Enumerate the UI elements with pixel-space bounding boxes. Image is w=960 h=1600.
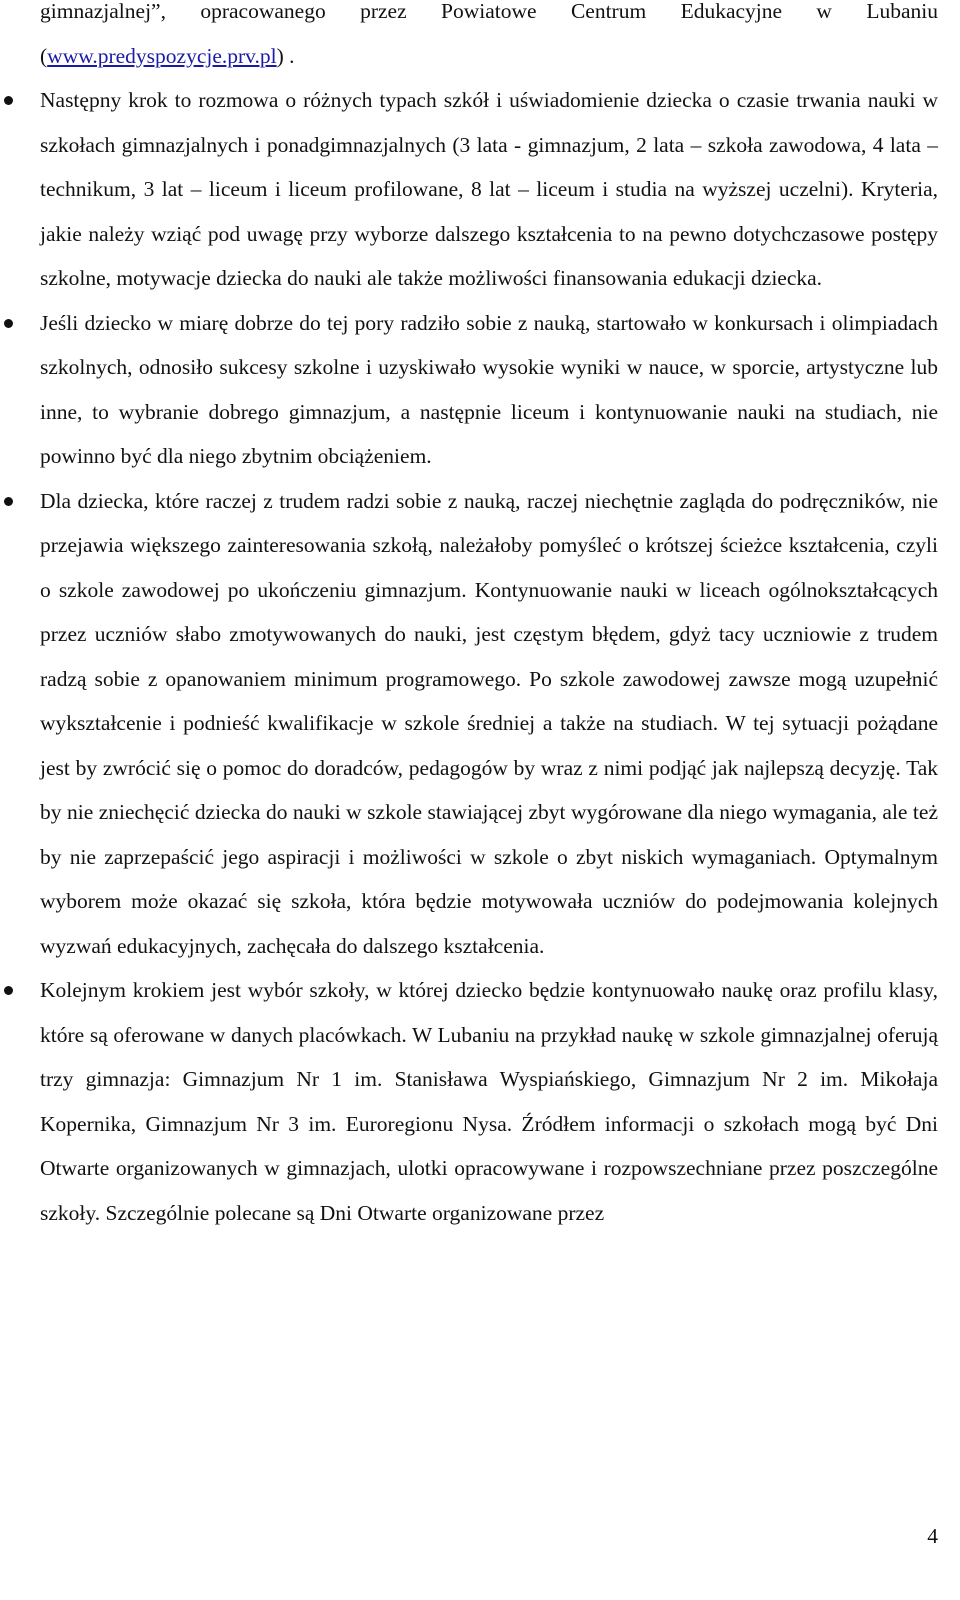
list-item-text: Jeśli dziecko w miarę dobrze do tej pory radziło sobie z nauką, startowało w konkursach i olimpiadach szkolnych, odnosiło sukcesy szkolne i uzyskiwało wysokie wyniki w nauce, w sporcie, artystyczne lub inne, to wybranie dobrego gimnazjum, a następnie liceum i kontynuowanie nauki na studiach, nie powinno być dla niego zbytnim obciążeniem. <box>40 310 938 468</box>
page-number: 4 <box>927 1524 938 1548</box>
bullet-icon <box>4 497 13 506</box>
list-item-text: Dla dziecka, które raczej z trudem radzi sobie z nauką, raczej niechętnie zagląda do podręczników, nie przejawia większego zainteresowania szkołą, należałoby pomyśleć o krótszej ścieżce kształcenia, czyli o szkole zawodowej po ukończeniu gimnazjum. Kontynuowanie nauki w liceach ogólnokształcących przez uczniów słabo zmotywowanych do nauki, jest częstym błędem, gdyż tacy uczniowie z trudem radzą sobie z opanowaniem minimum programowego. Po szkole zawodowej zawsze mogą uzupełnić wykształcenie i podnieść kwalifikacje w szkole średniej a także na studiach. W tej sytuacji pożądane jest by zwrócić się o pomoc do doradców, pedagogów by wraz z nimi podjąć jak najlepszą decyzję. Tak by nie zniechęcić dziecka do nauki w szkole stawiającej zbyt wygórowane dla niego wymagania, ale też by nie zaprzepaścić jego aspiracji i możliwości w szkole o zbyt niskich wymaganiach. Optymalnym wyborem może okazać się szkoła, która będzie motywowała uczniów do podejmowania kolejnych wyzwań edukacyjnych, zachęcała do dalszego kształcenia. <box>40 488 938 958</box>
bullet-icon <box>4 986 13 995</box>
list-item-text: Następny krok to rozmowa o różnych typach szkół i uświadomienie dziecka o czasie trwania nauki w szkołach gimnazjalnych i ponadgimnazjalnych (3 lata - gimnazjum, 2 lata – szkoła zawodowa, 4 lata – technikum, 3 lat – liceum i liceum profilowane, 8 lat – liceum i studia na wyższej uczelni). Kryteria, jakie należy wziąć pod uwagę przy wyborze dalszego kształcenia to na pewno dotychczasowe postępy szkolne, motywacje dziecka do nauki ale także możliwości finansowania edukacji dziecka. <box>40 88 938 290</box>
intro-text-before: gimnazjalnej”, opracowanego przez Powiatowe Centrum Edukacyjne w Lubaniu ( <box>40 0 938 68</box>
list-item-text: Kolejnym krokiem jest wybór szkoły, w której dziecko będzie kontynuowało naukę oraz profilu klasy, które są oferowane w danych placówkach. W Lubaniu na przykład naukę w szkole gimnazjalnej oferują trzy gimnazja: Gimnazjum Nr 1 im. Stanisława Wyspiańskiego, Gimnazjum Nr 2 im. Mikołaja Kopernika, Gimnazjum Nr 3 im. Euroregionu Nysa. Źródłem informacji o szkołach mogą być Dni Otwarte organizowanych w gimnazjach, ulotki opracowywane i rozpowszechniane przez poszczególne szkoły. Szczególnie polecane są Dni Otwarte organizowane przez <box>40 978 938 1225</box>
bullet-list <box>40 78 938 1235</box>
list-item <box>40 968 938 1235</box>
intro-paragraph <box>40 0 938 78</box>
list-item <box>40 479 938 969</box>
bullet-icon <box>4 319 13 328</box>
website-link[interactable]: www.predyspozycje.prv.pl <box>47 43 277 68</box>
bullet-icon <box>4 96 13 105</box>
list-item <box>40 301 938 479</box>
intro-text-after: ) . <box>276 43 295 68</box>
list-item <box>40 78 938 301</box>
